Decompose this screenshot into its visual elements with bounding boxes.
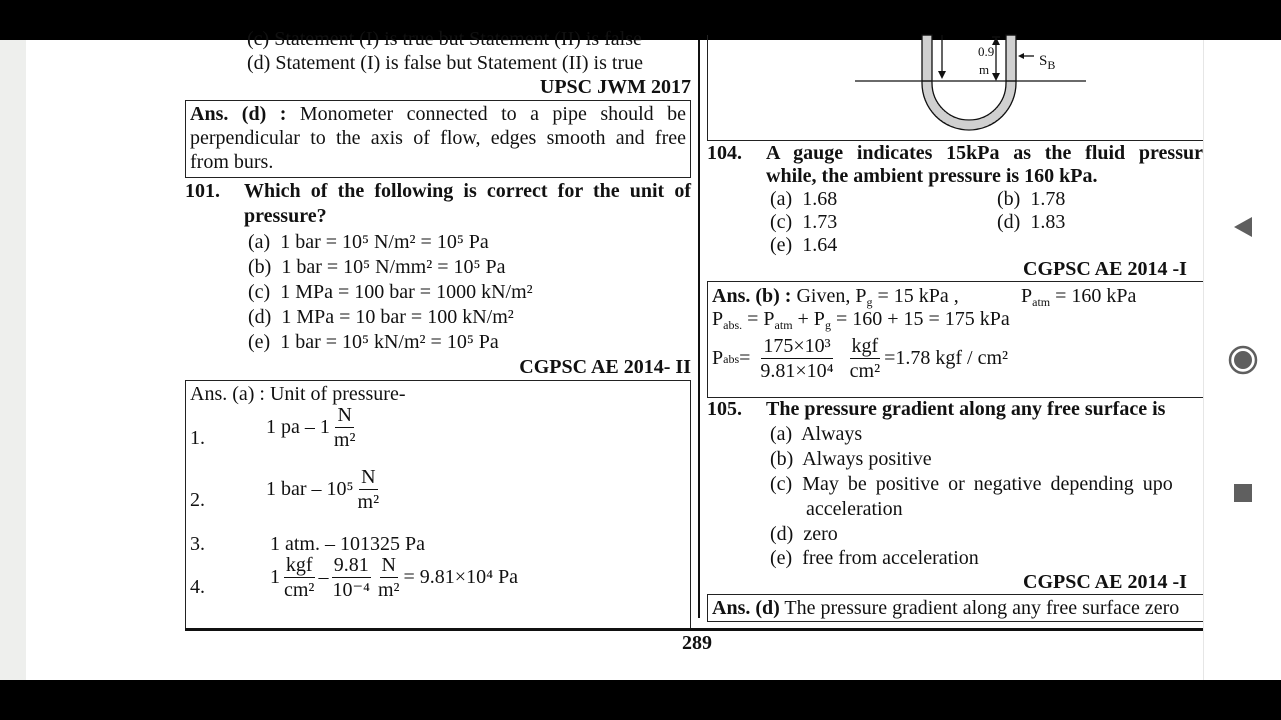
- fraction-num: N: [361, 466, 376, 488]
- symbol: P: [712, 308, 724, 330]
- document-page: [26, 28, 1203, 680]
- q105-option-b[interactable]: [770, 448, 932, 471]
- answer-item-1: [266, 403, 359, 452]
- operator: =: [739, 347, 751, 369]
- prev-answer-line2: perpendicular to the axis of flow, edges smooth and free: [190, 127, 686, 149]
- navigation-bar: [1203, 40, 1281, 680]
- q105-option-c[interactable]: [770, 473, 1173, 496]
- prev-source-tag: UPSC JWM 2017: [539, 76, 691, 98]
- back-icon: [1228, 212, 1258, 242]
- q101-option-c[interactable]: [248, 281, 533, 304]
- prev-option-d: (d) Statement (I) is false but Statement (II) is true: [247, 52, 643, 74]
- option-label: (d): [770, 523, 794, 545]
- diagram-unit-label: m: [979, 62, 990, 77]
- option-text: Always: [801, 423, 863, 445]
- fraction-num: N: [337, 404, 352, 426]
- prev-answer-line3: from burs.: [190, 151, 274, 173]
- diagram-box: [707, 35, 1207, 141]
- q105-text: The pressure gradient along any free surface is: [766, 398, 1166, 420]
- fraction: [848, 334, 882, 383]
- q104-answer-line2: [712, 308, 1010, 331]
- fraction-num: kgf: [285, 554, 313, 576]
- fraction: [330, 553, 372, 602]
- q101-option-d[interactable]: [248, 306, 514, 329]
- item-lhs: 1 bar – 10⁵: [266, 478, 354, 500]
- q105-number: 105.: [707, 398, 742, 420]
- answer-label: Ans. (d): [712, 597, 780, 619]
- option-label: (a): [248, 231, 271, 253]
- fraction: [332, 403, 358, 452]
- result: =1.78 kgf / cm²: [884, 347, 1009, 369]
- answer-item-number: 1.: [190, 427, 205, 449]
- option-text: 1 bar = 10⁵ kN/m² = 10⁵ Pa: [280, 331, 499, 353]
- patm-symbol: P: [1021, 285, 1033, 307]
- item-operator: –: [318, 566, 329, 588]
- option-text: 1 MPa = 100 bar = 1000 kN/m²: [280, 281, 533, 303]
- option-text: free from acceleration: [802, 547, 979, 569]
- q104-option-b[interactable]: [997, 188, 1065, 211]
- q101-option-b[interactable]: [248, 256, 505, 279]
- option-text: 1.83: [1030, 211, 1066, 233]
- column-divider: [698, 40, 700, 618]
- subscript: atm: [1032, 295, 1051, 309]
- fraction-num: N: [381, 554, 396, 576]
- answer-item-2: [266, 465, 383, 514]
- fraction-den: m²: [377, 579, 400, 601]
- q105-answer-line: [712, 597, 1179, 620]
- answer-item-number: 2.: [190, 489, 205, 511]
- q104-option-e[interactable]: [770, 234, 837, 257]
- option-label: (c): [248, 281, 271, 303]
- q104-option-c[interactable]: [770, 211, 837, 234]
- answer-item-number: 4.: [190, 576, 205, 598]
- operator: + P: [792, 308, 825, 330]
- q105-answer-box: [707, 594, 1207, 622]
- option-label: (e): [770, 234, 793, 256]
- q101-text-line2: pressure?: [244, 205, 327, 227]
- option-text: 1.68: [802, 188, 838, 210]
- symbol: P: [712, 347, 724, 369]
- back-button[interactable]: [1228, 212, 1258, 242]
- fraction-num: kgf: [851, 335, 879, 357]
- fraction-num: 9.81: [333, 554, 369, 576]
- page-number: 289: [682, 632, 712, 654]
- q101-option-e[interactable]: [248, 331, 499, 354]
- footer-rule: [185, 628, 1205, 631]
- answer-item-3: 1 atm. – 101325 Pa: [270, 533, 425, 555]
- left-gutter: [0, 40, 26, 680]
- q101-text-line1: Which of the following is correct for the unit of: [244, 180, 691, 202]
- q104-answer-patm: [1021, 285, 1136, 308]
- q104-source-tag: CGPSC AE 2014 -I: [1023, 258, 1187, 280]
- option-label: (e): [770, 547, 793, 569]
- option-text: zero: [803, 523, 838, 545]
- option-label: (a): [770, 423, 793, 445]
- fraction: [356, 465, 382, 514]
- q104-answer-line3: P abs = $\frac{\text{175×10³}}{\text{9.81×10⁴}}$ $\frac{\text{kgf}}{\text{cm²}}$ =1.78 kgf / cm²: [712, 335, 1009, 382]
- home-button[interactable]: [1228, 345, 1258, 375]
- option-label: (d): [997, 211, 1021, 233]
- fraction-num: 175×10³: [763, 335, 831, 357]
- option-text: 1 bar = 10⁵ N/mm² = 10⁵ Pa: [281, 256, 506, 278]
- q105-option-c-cont: acceleration: [806, 498, 903, 520]
- diagram-height-label: 0.9: [978, 44, 995, 59]
- fraction-den: m²: [333, 429, 356, 451]
- subscript: atm: [774, 318, 793, 332]
- option-label: (d): [248, 306, 272, 328]
- item-lhs: 1 pa – 1: [266, 416, 330, 438]
- fraction-den: m²: [357, 491, 380, 513]
- item-rhs: = 9.81×10⁴ Pa: [403, 566, 519, 588]
- fraction-den: 9.81×10⁴: [760, 360, 834, 382]
- q104-option-a[interactable]: [770, 188, 837, 211]
- answer-label: Ans. (d) :: [190, 103, 287, 125]
- q104-answer-box: [707, 281, 1207, 398]
- option-label: (a): [770, 188, 793, 210]
- option-label: (b): [770, 448, 794, 470]
- q105-option-a[interactable]: [770, 423, 862, 446]
- option-label: (b): [997, 188, 1021, 210]
- sb-letter: S: [1039, 53, 1048, 69]
- q104-number: 104.: [707, 142, 742, 164]
- q105-source-tag: CGPSC AE 2014 -I: [1023, 571, 1187, 593]
- option-text: 1.78: [1030, 188, 1066, 210]
- answer-text: The pressure gradient along any free surface zero: [779, 597, 1180, 619]
- given-text: Given, P: [796, 285, 867, 307]
- subscript: g: [824, 318, 831, 332]
- prev-answer-line1: [190, 103, 686, 126]
- operator: = P: [742, 308, 775, 330]
- option-text: 1 MPa = 10 bar = 100 kN/m²: [281, 306, 514, 328]
- home-icon: [1228, 345, 1258, 375]
- diagram-sb-label: [1039, 53, 1055, 70]
- document-viewport[interactable]: [0, 28, 1280, 680]
- option-label: (e): [248, 331, 271, 353]
- subscript: abs.: [723, 318, 743, 332]
- sb-subscript: B: [1047, 58, 1056, 72]
- answer-item-number: 3.: [190, 533, 205, 555]
- recents-button[interactable]: [1228, 478, 1258, 508]
- recents-icon: [1228, 478, 1258, 508]
- prev-option-c: (c) Statement (I) is true but Statement (II) is false: [247, 28, 642, 50]
- option-label: (c): [770, 473, 793, 495]
- subscript: g: [866, 295, 873, 309]
- option-text: May be positive or negative depending upo: [802, 473, 1173, 495]
- q101-answer-box: [185, 380, 691, 630]
- fraction-den: 10⁻⁴: [332, 579, 370, 601]
- q101-number: 101.: [185, 180, 220, 202]
- fraction: [282, 553, 316, 602]
- option-label: (b): [248, 256, 272, 278]
- q101-option-a[interactable]: [248, 231, 489, 254]
- q105-option-d[interactable]: [770, 523, 838, 546]
- option-text: 1.64: [802, 234, 838, 256]
- u-tube-manometer-diagram: [708, 35, 1208, 141]
- q104-answer-line1: [712, 285, 959, 308]
- option-label: (c): [770, 211, 793, 233]
- q101-answer-heading: Ans. (a) : Unit of pressure-: [190, 383, 406, 405]
- answer-item-4: [270, 553, 518, 602]
- answer-text: Monometer connected to a pipe should be: [299, 103, 686, 125]
- prev-answer-box: [185, 100, 691, 178]
- given-value: = 15 kPa ,: [872, 285, 959, 307]
- fraction: [758, 334, 835, 383]
- q104-text-line2: while, the ambient pressure is 160 kPa.: [766, 165, 1098, 187]
- fraction-den: cm²: [284, 579, 315, 601]
- item-lhs: 1: [270, 566, 280, 588]
- fraction-den: cm²: [849, 360, 881, 382]
- fraction: [376, 553, 402, 602]
- q104-option-d[interactable]: [997, 211, 1065, 234]
- q101-source-tag: CGPSC AE 2014- II: [519, 356, 691, 378]
- option-text: 1 bar = 10⁵ N/m² = 10⁵ Pa: [280, 231, 489, 253]
- equation-rest: = 160 + 15 = 175 kPa: [830, 308, 1010, 330]
- q105-option-e[interactable]: [770, 547, 979, 570]
- q104-text-line1: A gauge indicates 15kPa as the fluid pressur: [766, 142, 1203, 164]
- option-text: Always positive: [802, 448, 932, 470]
- option-text: 1.73: [802, 211, 838, 233]
- answer-label: Ans. (b) :: [712, 285, 792, 307]
- patm-value: = 160 kPa: [1050, 285, 1137, 307]
